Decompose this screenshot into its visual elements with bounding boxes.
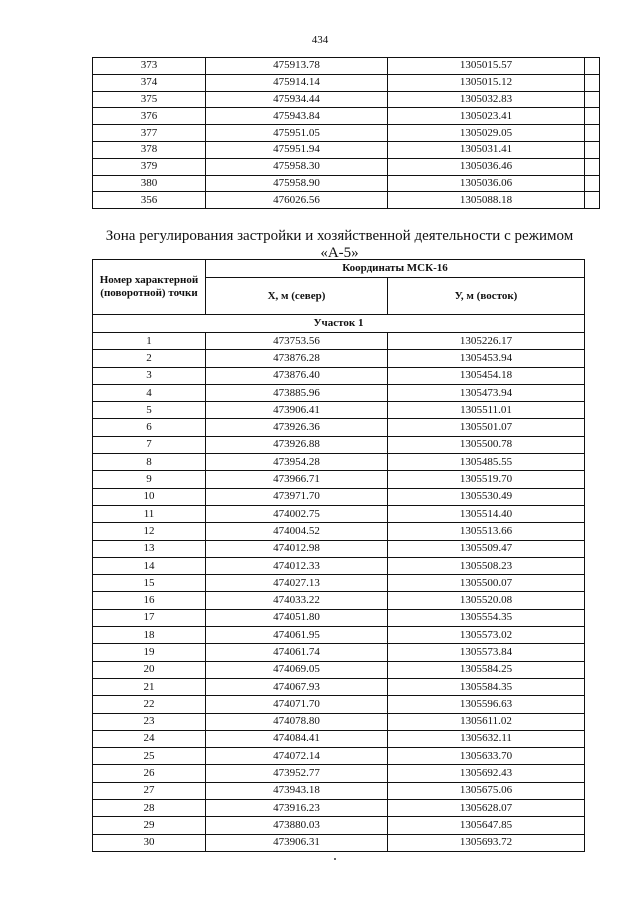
x-coordinate-cell: 473880.03 (206, 817, 388, 834)
x-coordinate-cell: 475951.94 (206, 141, 388, 158)
y-coordinate-cell: 1305454.18 (388, 367, 585, 384)
table-row (93, 575, 585, 592)
y-coordinate-cell: 1305509.47 (388, 540, 585, 557)
x-coordinate-cell: 476026.56 (206, 192, 388, 209)
coordinates-table-body (93, 315, 585, 852)
table-row (93, 834, 585, 851)
y-coordinate-cell: 1305508.23 (388, 557, 585, 574)
table-row (93, 454, 585, 471)
table-row (93, 748, 585, 765)
point-number-cell: 375 (93, 91, 206, 108)
x-coordinate-cell: 473954.28 (206, 454, 388, 471)
y-coordinate-cell: 1305584.25 (388, 661, 585, 678)
table-row (93, 800, 585, 817)
section-row (93, 315, 585, 333)
table-row (93, 609, 585, 626)
y-coordinate-cell: 1305633.70 (388, 748, 585, 765)
point-number-cell: 356 (93, 192, 206, 209)
y-coordinate-cell: 1305036.06 (388, 175, 585, 192)
table-row (93, 696, 585, 713)
y-coordinate-cell: 1305511.01 (388, 402, 585, 419)
table-row (93, 108, 600, 125)
table-row (93, 644, 585, 661)
table-row (93, 730, 585, 747)
point-number-cell: 29 (93, 817, 206, 834)
table-row (93, 782, 585, 799)
point-number-cell: 373 (93, 58, 206, 75)
y-coordinate-cell: 1305519.70 (388, 471, 585, 488)
x-coordinate-cell: 475958.30 (206, 158, 388, 175)
table-row (93, 175, 600, 192)
empty-cell (585, 175, 600, 192)
point-number-cell: 374 (93, 74, 206, 91)
table-row (93, 523, 585, 540)
x-coordinate-cell: 474072.14 (206, 748, 388, 765)
y-coordinate-cell: 1305573.02 (388, 627, 585, 644)
x-coordinate-cell: 474002.75 (206, 505, 388, 522)
x-coordinate-cell: 473876.28 (206, 350, 388, 367)
point-number-cell: 25 (93, 748, 206, 765)
footer-dot (334, 858, 336, 860)
y-coordinate-cell: 1305032.83 (388, 91, 585, 108)
point-number-cell: 23 (93, 713, 206, 730)
y-coordinate-cell: 1305023.41 (388, 108, 585, 125)
y-coordinate-cell: 1305693.72 (388, 834, 585, 851)
x-coordinate-cell: 473906.41 (206, 402, 388, 419)
coordinates-table (92, 259, 585, 852)
y-coordinate-cell: 1305647.85 (388, 817, 585, 834)
table-row (93, 661, 585, 678)
point-number-cell: 9 (93, 471, 206, 488)
table-row (93, 817, 585, 834)
y-coordinate-cell: 1305632.11 (388, 730, 585, 747)
x-coordinate-cell: 475958.90 (206, 175, 388, 192)
header-x: X, м (север) (206, 278, 388, 315)
table-row (93, 592, 585, 609)
x-coordinate-cell: 474027.13 (206, 575, 388, 592)
y-coordinate-cell: 1305029.05 (388, 125, 585, 142)
point-number-cell: 379 (93, 158, 206, 175)
header-y: У, м (восток) (388, 278, 585, 315)
table-row (93, 765, 585, 782)
y-coordinate-cell: 1305584.35 (388, 678, 585, 695)
point-number-cell: 12 (93, 523, 206, 540)
point-number-cell: 378 (93, 141, 206, 158)
table-row (93, 505, 585, 522)
x-coordinate-cell: 473916.23 (206, 800, 388, 817)
x-coordinate-cell: 474061.74 (206, 644, 388, 661)
x-coordinate-cell: 474078.80 (206, 713, 388, 730)
point-number-cell: 21 (93, 678, 206, 695)
y-coordinate-cell: 1305015.57 (388, 58, 585, 75)
point-number-cell: 14 (93, 557, 206, 574)
table-row (93, 333, 585, 350)
point-number-cell: 4 (93, 384, 206, 401)
point-number-cell: 22 (93, 696, 206, 713)
y-coordinate-cell: 1305500.78 (388, 436, 585, 453)
table-row (93, 58, 600, 75)
y-coordinate-cell: 1305015.12 (388, 74, 585, 91)
x-coordinate-cell: 474033.22 (206, 592, 388, 609)
x-coordinate-cell: 474084.41 (206, 730, 388, 747)
section-label: Участок 1 (93, 315, 585, 333)
page-number: 434 (311, 34, 329, 46)
y-coordinate-cell: 1305473.94 (388, 384, 585, 401)
x-coordinate-cell: 473876.40 (206, 367, 388, 384)
point-number-cell: 376 (93, 108, 206, 125)
point-number-cell: 18 (93, 627, 206, 644)
point-number-cell: 8 (93, 454, 206, 471)
y-coordinate-cell: 1305036.46 (388, 158, 585, 175)
x-coordinate-cell: 473753.56 (206, 333, 388, 350)
y-coordinate-cell: 1305611.02 (388, 713, 585, 730)
point-number-cell: 13 (93, 540, 206, 557)
table-row (93, 557, 585, 574)
x-coordinate-cell: 475943.84 (206, 108, 388, 125)
y-coordinate-cell: 1305500.07 (388, 575, 585, 592)
point-number-cell: 3 (93, 367, 206, 384)
table-row (93, 471, 585, 488)
y-coordinate-cell: 1305692.43 (388, 765, 585, 782)
table-row (93, 627, 585, 644)
zone-title: Зона регулирования застройки и хозяйственной деятельности с режимом «А-5» (105, 228, 574, 261)
table-row (93, 488, 585, 505)
empty-cell (585, 125, 600, 142)
table-row (93, 141, 600, 158)
point-number-cell: 27 (93, 782, 206, 799)
point-number-cell: 1 (93, 333, 206, 350)
x-coordinate-cell: 475934.44 (206, 91, 388, 108)
point-number-cell: 30 (93, 834, 206, 851)
y-coordinate-cell: 1305675.06 (388, 782, 585, 799)
y-coordinate-cell: 1305453.94 (388, 350, 585, 367)
table-row (93, 419, 585, 436)
empty-cell (585, 141, 600, 158)
y-coordinate-cell: 1305628.07 (388, 800, 585, 817)
point-number-cell: 19 (93, 644, 206, 661)
y-coordinate-cell: 1305573.84 (388, 644, 585, 661)
table-row (93, 713, 585, 730)
x-coordinate-cell: 473885.96 (206, 384, 388, 401)
point-number-cell: 7 (93, 436, 206, 453)
point-number-cell: 17 (93, 609, 206, 626)
point-number-cell: 15 (93, 575, 206, 592)
y-coordinate-cell: 1305031.41 (388, 141, 585, 158)
point-number-cell: 16 (93, 592, 206, 609)
y-coordinate-cell: 1305554.35 (388, 609, 585, 626)
x-coordinate-cell: 474069.05 (206, 661, 388, 678)
point-number-cell: 11 (93, 505, 206, 522)
y-coordinate-cell: 1305514.40 (388, 505, 585, 522)
header-point-number: Номер характерной (поворотной) точки (93, 260, 206, 315)
empty-cell (585, 58, 600, 75)
y-coordinate-cell: 1305530.49 (388, 488, 585, 505)
x-coordinate-cell: 473943.18 (206, 782, 388, 799)
table-row (93, 384, 585, 401)
empty-cell (585, 74, 600, 91)
y-coordinate-cell: 1305501.07 (388, 419, 585, 436)
point-number-cell: 10 (93, 488, 206, 505)
point-number-cell: 26 (93, 765, 206, 782)
x-coordinate-cell: 473966.71 (206, 471, 388, 488)
empty-cell (585, 192, 600, 209)
table-row (93, 158, 600, 175)
x-coordinate-cell: 473971.70 (206, 488, 388, 505)
table-row (93, 125, 600, 142)
x-coordinate-cell: 474071.70 (206, 696, 388, 713)
table-row (93, 192, 600, 209)
y-coordinate-cell: 1305520.08 (388, 592, 585, 609)
x-coordinate-cell: 475951.05 (206, 125, 388, 142)
continuation-table (92, 57, 600, 209)
table-row (93, 367, 585, 384)
empty-cell (585, 91, 600, 108)
x-coordinate-cell: 473906.31 (206, 834, 388, 851)
x-coordinate-cell: 473952.77 (206, 765, 388, 782)
x-coordinate-cell: 474004.52 (206, 523, 388, 540)
point-number-cell: 377 (93, 125, 206, 142)
point-number-cell: 24 (93, 730, 206, 747)
point-number-cell: 2 (93, 350, 206, 367)
point-number-cell: 380 (93, 175, 206, 192)
y-coordinate-cell: 1305596.63 (388, 696, 585, 713)
table-row (93, 540, 585, 557)
x-coordinate-cell: 475913.78 (206, 58, 388, 75)
y-coordinate-cell: 1305088.18 (388, 192, 585, 209)
continuation-table-body (93, 58, 600, 209)
empty-cell (585, 108, 600, 125)
table-row (93, 350, 585, 367)
x-coordinate-cell: 474012.98 (206, 540, 388, 557)
header-coordinates: Координаты МСК-16 (206, 260, 585, 278)
x-coordinate-cell: 474067.93 (206, 678, 388, 695)
x-coordinate-cell: 474051.80 (206, 609, 388, 626)
x-coordinate-cell: 474012.33 (206, 557, 388, 574)
empty-cell (585, 158, 600, 175)
x-coordinate-cell: 473926.88 (206, 436, 388, 453)
point-number-cell: 5 (93, 402, 206, 419)
y-coordinate-cell: 1305513.66 (388, 523, 585, 540)
table-row (93, 678, 585, 695)
x-coordinate-cell: 475914.14 (206, 74, 388, 91)
table-row (93, 402, 585, 419)
point-number-cell: 28 (93, 800, 206, 817)
table-row (93, 74, 600, 91)
point-number-cell: 6 (93, 419, 206, 436)
y-coordinate-cell: 1305226.17 (388, 333, 585, 350)
point-number-cell: 20 (93, 661, 206, 678)
y-coordinate-cell: 1305485.55 (388, 454, 585, 471)
table-row (93, 91, 600, 108)
x-coordinate-cell: 474061.95 (206, 627, 388, 644)
x-coordinate-cell: 473926.36 (206, 419, 388, 436)
table-row (93, 436, 585, 453)
